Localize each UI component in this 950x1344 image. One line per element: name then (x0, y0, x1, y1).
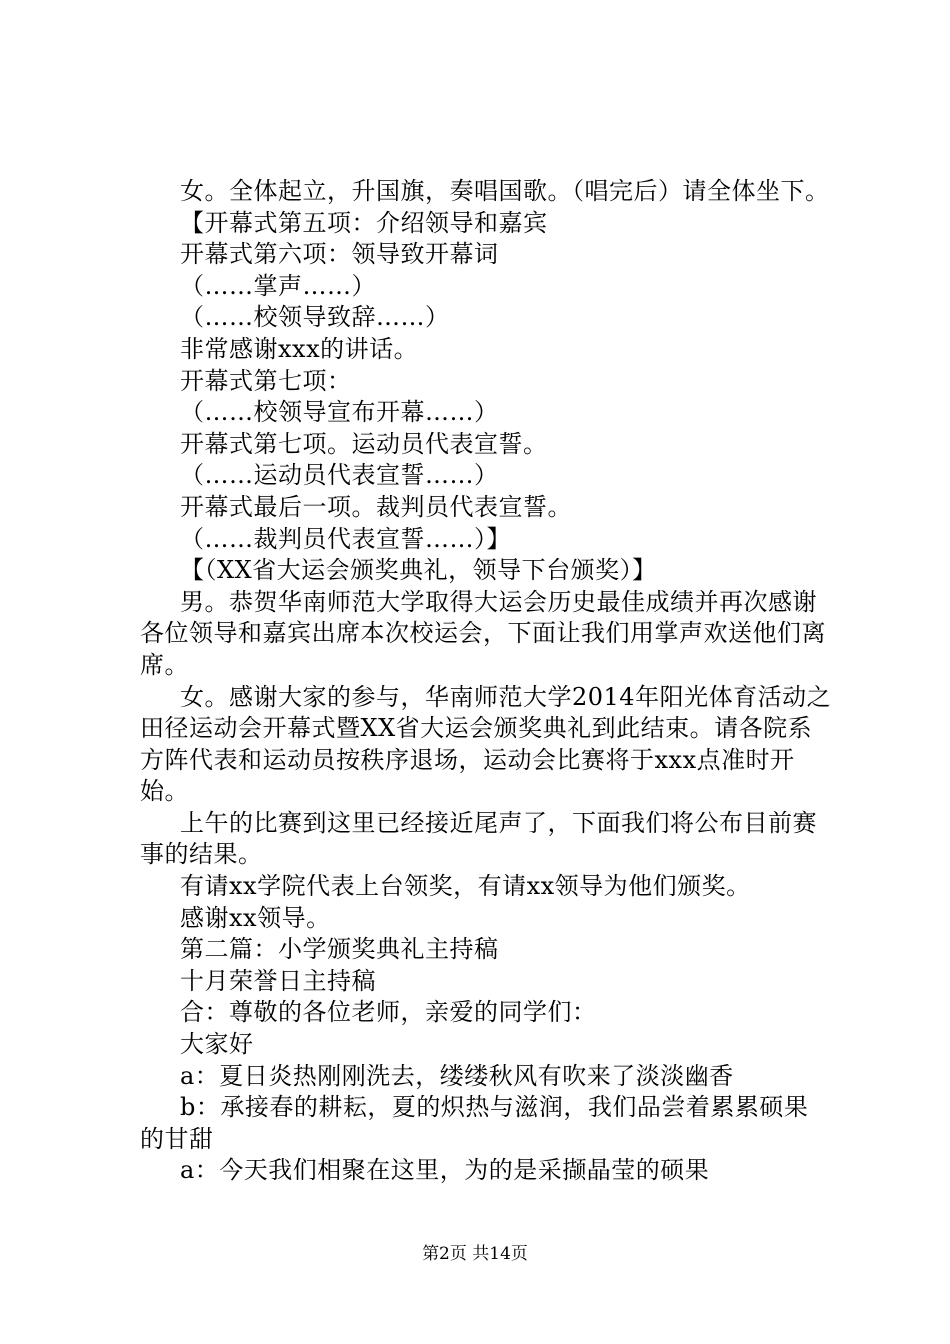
paragraph: b：承接春的耕耘，夏的炽热与滋润，我们品尝着累累硕果的甘甜 (140, 1093, 809, 1153)
paragraph: （……裁判员代表宣誓……）】 (180, 524, 511, 553)
paragraph: （……掌声……） (180, 271, 376, 300)
paragraph: 大家好 (180, 1030, 254, 1059)
page-footer: 第2页 共14页 (422, 1244, 528, 1264)
paragraph: （……校领导宣布开幕……） (180, 398, 499, 427)
paragraph: 女。感谢大家的参与，华南师范大学2014年阳光体育活动之田径运动会开幕式暨XX省大运会颁奖典礼到此结束。请各院系方阵代表和运动员按秩序退场，运动会比赛将于xxx点准时开始。 (140, 682, 832, 806)
paragraph: （……校领导致辞……） (180, 303, 450, 332)
paragraph: 感谢xx领导。 (180, 903, 331, 932)
paragraph: 上午的比赛到这里已经接近尾声了，下面我们将公布目前赛事的结果。 (140, 808, 817, 869)
paragraph: 开幕式第六项：领导致开幕词 (180, 240, 499, 269)
paragraph: 开幕式第七项。运动员代表宣誓。 (180, 429, 548, 458)
paragraph: a：夏日炎热刚刚洗去，缕缕秋风有吹来了淡淡幽香 (180, 1061, 734, 1090)
paragraph: （……运动员代表宣誓……） (180, 461, 499, 490)
paragraph: 非常感谢xxx的讲话。 (180, 334, 419, 363)
paragraph: 十月荣誉日主持稿 (180, 966, 376, 995)
paragraph: 开幕式最后一项。裁判员代表宣誓。 (180, 492, 572, 521)
paragraph: 合：尊敬的各位老师，亲爱的同学们： (180, 998, 597, 1027)
paragraph: 女。全体起立，升国旗，奏唱国歌。（唱完后）请全体坐下。 (180, 177, 830, 205)
paragraph: 有请xx学院代表上台领奖，有请xx领导为他们颁奖。 (180, 872, 751, 901)
paragraph: 开幕式第七项： (180, 366, 352, 395)
paragraph: a：今天我们相聚在这里，为的是采撷晶莹的硕果 (180, 1156, 710, 1185)
paragraph: 男。恭贺华南师范大学取得大运会历史最佳成绩并再次感谢各位领导和嘉宾出席本次校运会，下面让我们用掌声欢送他们离席。 (140, 587, 826, 679)
document-body (140, 176, 832, 1187)
paragraph: 【（XX省大运会颁奖典礼，领导下台颁奖）】 (180, 556, 657, 585)
paragraph: 【开幕式第五项：介绍领导和嘉宾 (180, 208, 548, 237)
section-heading: 第二篇：小学颁奖典礼主持稿 (180, 935, 499, 964)
